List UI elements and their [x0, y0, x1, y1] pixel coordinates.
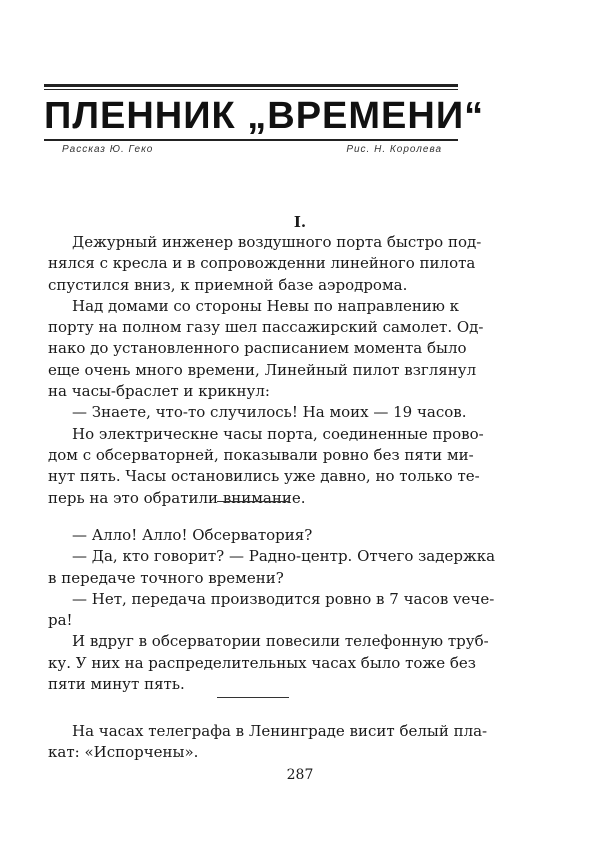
section-3 — [48, 721, 488, 764]
text-line: ра! — [48, 611, 73, 630]
section-2 — [48, 525, 496, 695]
text-line: в передаче точного времени? — [48, 568, 284, 587]
paragraph — [48, 721, 488, 764]
text-line: кат: «Испорчены». — [48, 743, 199, 762]
title-rule-top-thin — [44, 89, 458, 90]
text-line: Дежурный инженер воздушного порта быстро под- — [72, 233, 482, 251]
credits — [44, 141, 458, 155]
text-line: порту на полном газу шел пассажирский самолет. Од- — [48, 318, 484, 337]
illustrator-credit: Рис. Н. Королева — [346, 144, 442, 155]
text-line: И вдруг в обсерватории повесили телефонную труб- — [72, 632, 489, 651]
paragraph — [48, 631, 489, 695]
paragraph — [48, 424, 484, 509]
text-line: ку. У них на распределительных часах было тоже без — [48, 653, 476, 672]
text-line: Над домами со стороны Невы по направлению к — [72, 296, 460, 315]
author-credit: Рассказ Ю. Геко — [62, 144, 154, 155]
text-line: — Алло! Алло! Обсерватория? — [72, 526, 313, 544]
text-line: нако до установленного расписанием момента было — [48, 339, 467, 358]
text-line: нут пять. Часы остановились уже давно, но только те- — [48, 467, 480, 486]
title-rule-top — [44, 84, 458, 87]
paragraph — [48, 546, 496, 589]
section-1 — [48, 232, 484, 509]
text-line: перь на это обратили внимание. — [48, 488, 306, 507]
text-line: На часах телеграфа в Ленинграде висит белый пла- — [72, 722, 488, 740]
text-line: еще очень много времени, Линейный пилот взглянул — [48, 360, 477, 379]
paragraph — [48, 525, 458, 546]
paragraph — [48, 402, 467, 423]
text-line: нялся с кресла и в сопровожденни линейного пилота — [48, 254, 476, 273]
section-separator — [217, 697, 289, 698]
chapter-number: I. — [293, 213, 307, 231]
text-line: пяти минут пять. — [48, 675, 185, 694]
text-line: — Знаете, что-то случилось! На моих — 19 часов. — [72, 403, 467, 422]
section-separator — [217, 501, 289, 502]
story-title: ПЛЕННИК „ВРЕМЕНИ“ — [44, 95, 485, 137]
text-line: спустился вниз, к приемной базе аэродрома. — [48, 275, 408, 294]
paragraph — [48, 296, 484, 402]
paragraph — [48, 589, 495, 632]
text-line: — Да, кто говорит? — Радно-центр. Отчего задержка — [72, 547, 496, 566]
paragraph — [48, 232, 482, 296]
page-number: 287 — [286, 767, 314, 783]
text-line: на часы-браслет и крикнул: — [48, 382, 270, 401]
text-line: — Нет, передача производится ровно в 7 часов veче- — [72, 589, 495, 608]
text-line: Но электрическне часы порта, соединенные прово- — [72, 424, 484, 443]
text-line: дом с обсерваторней, показывали ровно без пяти ми- — [48, 445, 474, 464]
title-block — [44, 84, 485, 155]
